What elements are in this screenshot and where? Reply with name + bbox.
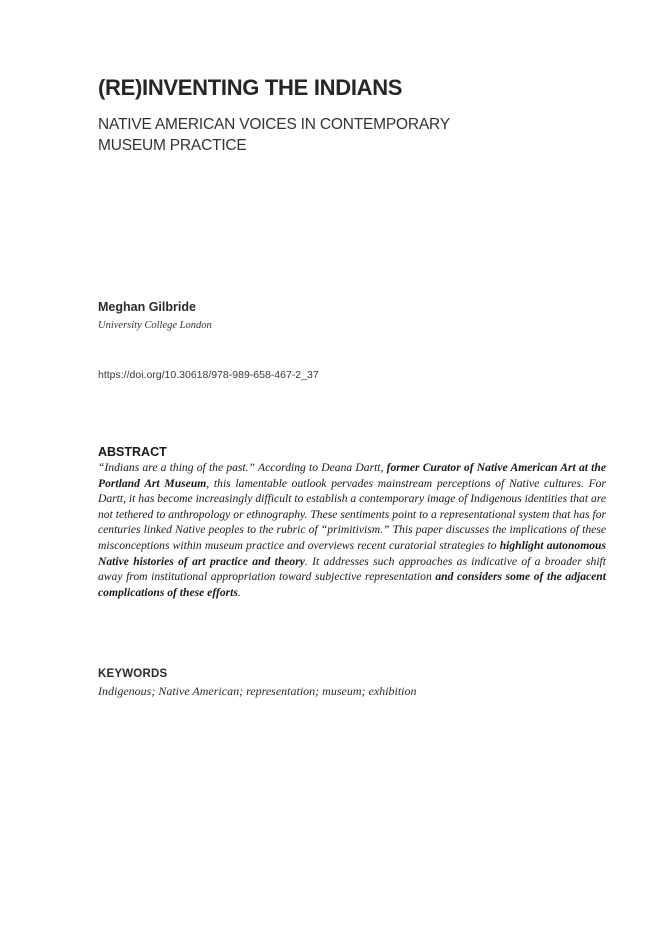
author-affiliation: University College London <box>98 320 212 331</box>
abstract-heading: ABSTRACT <box>98 445 167 459</box>
abstract-text: , this lamentable outlook pervades mainstream perceptions of Native cultures. For Dartt, it has become increasingly difficult to establish a contemporary image of Indigenous identities that are not tethered to anthropology or ethnography. These sentiments point to a representational system that has for centuries linked Native peoples to the rubric of “primitivism.” This paper discusses the implications of these misconceptions within museum practice and overviews recent curatorial strategies to <box>98 476 606 552</box>
keywords-list: Indigenous; Native American; representation; museum; exhibition <box>98 684 417 698</box>
abstract-text: . It addresses such approaches as indicative of a broader shift away from institutional appropriation toward subjective representation <box>98 554 606 584</box>
page-subtitle: NATIVE AMERICAN VOICES IN CONTEMPORARY MUSEUM PRACTICE <box>98 116 450 154</box>
abstract-text: . <box>237 585 241 599</box>
abstract-emphasis: former Curator of Native American Art at the Portland Art Museum <box>98 461 606 490</box>
page-title: (RE)INVENTING THE INDIANS <box>98 75 403 100</box>
author-name: Meghan Gilbride <box>98 300 196 314</box>
abstract-emphasis: and considers some of the adjacent complications of these efforts <box>98 570 606 599</box>
abstract-text: “Indians are a thing of the past.” According to Deana Dartt, <box>98 461 387 474</box>
keywords-heading: KEYWORDS <box>98 668 168 680</box>
doi-link[interactable]: https://doi.org/10.30618/978-989-658-467-2_37 <box>98 369 319 381</box>
abstract-emphasis: highlight autonomous Native histories of art practice and theory <box>98 538 606 568</box>
abstract-body <box>98 460 606 600</box>
